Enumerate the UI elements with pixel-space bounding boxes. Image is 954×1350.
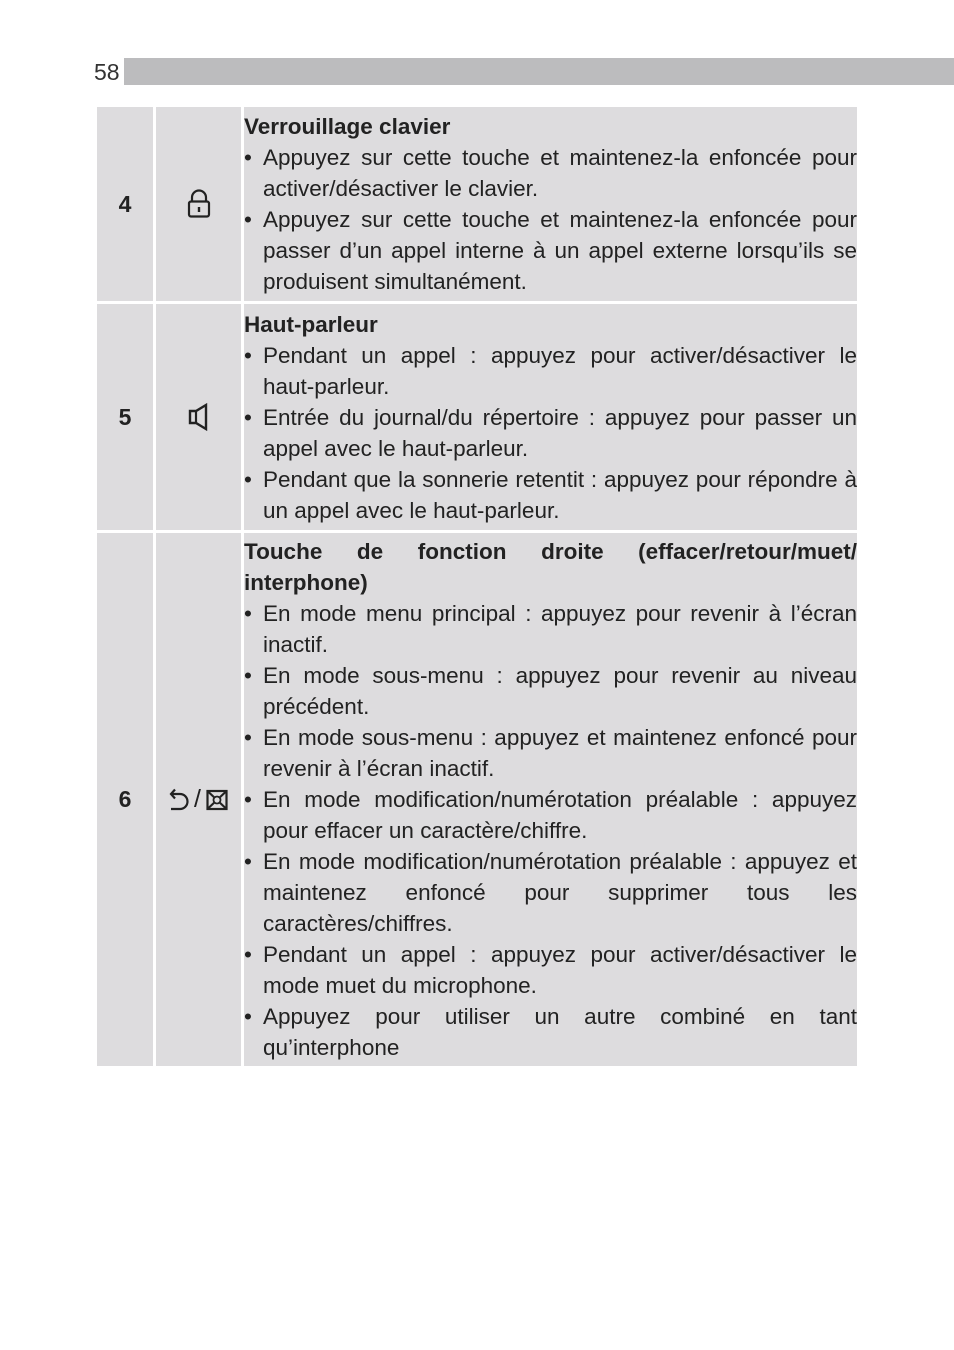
key-icon-cell (155, 532, 243, 1068)
list-item: • En mode sous-menu : appuyez et maintenez enfoncé pour revenir à l’écran inactif. (244, 722, 857, 784)
key-number: 4 (96, 106, 155, 303)
list-item: • Appuyez pour utiliser un autre combiné en tant qu’interphone (244, 1001, 857, 1063)
table-row (96, 532, 859, 1068)
key-icon-cell (155, 106, 243, 303)
key-title: Touche de fonction droite (effacer/retour/muet/ interphone) (244, 539, 857, 595)
list-item: • Pendant un appel : appuyez pour activer/désactiver le mode muet du microphone. (244, 939, 857, 1001)
page-header (94, 57, 954, 86)
bullet-list (244, 340, 857, 526)
key-title: Haut-parleur (244, 311, 378, 337)
speaker-icon (186, 408, 212, 425)
key-title: Verrouillage clavier (244, 114, 451, 139)
list-item: • Appuyez sur cette touche et maintenez-la enfoncée pour activer/désactiver le clavier. (244, 142, 857, 204)
list-item: • En mode menu principal : appuyez pour revenir à l’écran inactif. (244, 598, 857, 660)
icon-separator: / (194, 785, 201, 813)
key-number: 6 (96, 532, 155, 1068)
list-item: • Appuyez sur cette touche et maintenez-la enfoncée pour passer d’un appel interne à un appel externe lorsqu’ils se produisent simultanément. (244, 204, 857, 297)
key-description (243, 532, 859, 1068)
key-function-table (94, 104, 860, 1069)
back-icon (168, 791, 194, 808)
delete-icon (201, 791, 229, 808)
keypad-lock-icon (186, 195, 212, 212)
table-row (96, 106, 859, 303)
list-item: • Entrée du journal/du répertoire : appuyez pour passer un appel avec le haut-parleur. (244, 402, 857, 464)
key-icon-cell (155, 303, 243, 532)
list-item: • En mode modification/numérotation préalable : appuyez et maintenez enfoncé pour supprimer tous les caractères/chiffres. (244, 846, 857, 939)
list-item: • En mode modification/numérotation préalable : appuyez pour effacer un caractère/chiffre. (244, 784, 857, 846)
key-number: 5 (96, 303, 155, 532)
list-item: • En mode sous-menu : appuyez pour revenir au niveau précédent. (244, 660, 857, 722)
bullet-list (244, 598, 857, 1063)
table-row (96, 303, 859, 532)
header-bar (124, 58, 954, 85)
key-description (243, 303, 859, 532)
bullet-list (244, 142, 857, 297)
list-item: • Pendant un appel : appuyez pour activer/désactiver le haut-parleur. (244, 340, 857, 402)
page-number: 58 (94, 59, 120, 85)
key-description (243, 106, 859, 303)
list-item: • Pendant que la sonnerie retentit : appuyez pour répondre à un appel avec le haut-parleur. (244, 464, 857, 526)
